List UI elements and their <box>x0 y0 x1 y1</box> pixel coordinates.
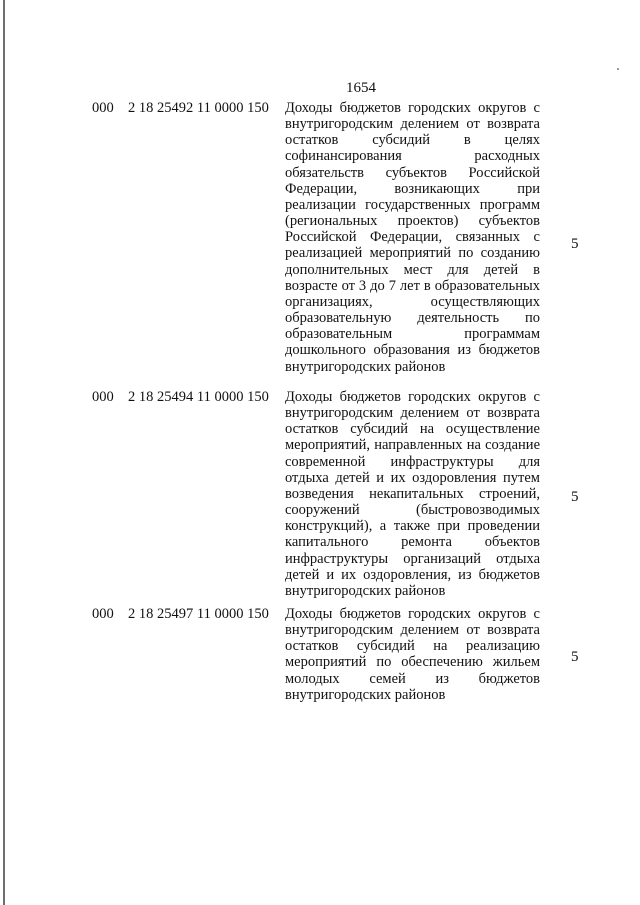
scan-speck <box>617 68 619 70</box>
amount-value: 5 <box>571 236 579 252</box>
income-code: 2 18 25497 11 0000 150 <box>128 606 269 622</box>
admin-code: 000 <box>92 606 114 622</box>
income-description: Доходы бюджетов городских округов с внутригородским делением от возврата остатков субсидий на реализацию мероприятий по обеспечению жильем молодых семей из бюджетов внутригородских районов <box>285 606 540 703</box>
page-number: 1654 <box>346 80 376 96</box>
admin-code: 000 <box>92 100 114 116</box>
income-code: 2 18 25492 11 0000 150 <box>128 100 269 116</box>
income-description: Доходы бюджетов городских округов с внутригородским делением от возврата остатков субсидий на осуществление мероприятий, направленных на создание современной инфраструктуры для отдыха детей и их оздоровления путем возведения некапитальных строений, сооружений (быстровозводимых конструкций), а также при проведении капитального ремонта объектов инфраструктуры организаций отдыха детей и их оздоровления, из бюджетов внутригородских районов <box>285 389 540 599</box>
amount-value: 5 <box>571 649 579 665</box>
income-description: Доходы бюджетов городских округов с внутригородским делением от возврата остатков субсидий в целях софинансирования расходных обязательств субъектов Российской Федерации, возникающих при реализации государственных программ (региональных проектов) субъектов Российской Федерации, связанных с реализацией мероприятий по созданию дополнительных мест для детей в возрасте от 3 до 7 лет в образовательных организациях, осуществляющих образовательную деятельность по образовательным программам дошкольного образования из бюджетов внутригородских районов <box>285 100 540 375</box>
amount-value: 5 <box>571 489 579 505</box>
page-edge-line <box>3 0 5 905</box>
admin-code: 000 <box>92 389 114 405</box>
income-code: 2 18 25494 11 0000 150 <box>128 389 269 405</box>
